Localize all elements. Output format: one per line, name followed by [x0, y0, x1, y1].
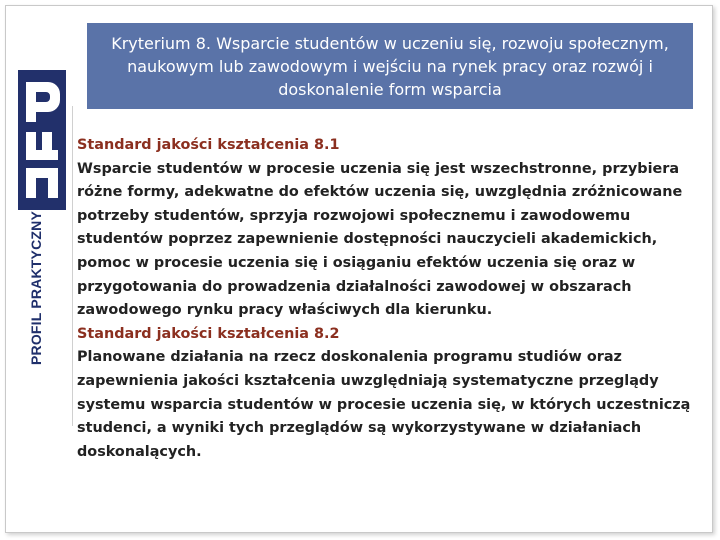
divider — [72, 106, 73, 426]
content-body — [77, 134, 697, 464]
slide — [5, 5, 713, 533]
standard-heading: Standard jakości kształcenia 8.1 — [77, 137, 340, 153]
side-label-profile: PROFIL PRAKTYCZNY — [28, 210, 44, 366]
standard-text: Wsparcie studentów w procesie uczenia się jest wszechstronne, przybiera różne formy, adekwatne do efektów uczenia się, uwzględnia zróżnicowane potrzeby studentów, sprzyja rozwojowi społecznemu i zawodowemu studentów poprzez zapewnienie dostępności nauczycieli akademickich, pomoc w procesie uczenia się i osiąganiu efektów uczenia się oraz w przygotowania do prowadzenia działalności zawodowej w obszarach zawodowego rynku pracy właściwych dla kierunku. — [77, 160, 683, 319]
standard-heading: Standard jakości kształcenia 8.2 — [77, 325, 340, 342]
slide-title: Kryterium 8. Wsparcie studentów w uczeniu się, rozwoju społecznym, naukowym lub zawodowym i wejściu na rynek pracy oraz rozwój i doskonalenie form wsparcia — [111, 33, 669, 99]
title-banner — [87, 23, 693, 109]
standard-text: Planowane działania na rzecz doskonalenia programu studiów oraz zapewnienia jakości kształcenia uwzględniają systematyczne przeglądy systemu wsparcia studentów w procesie uczenia się, w których uczestniczą studenci, a wyniki tych przeglądów są wykorzystywane w działaniach doskonalących. — [77, 349, 691, 460]
